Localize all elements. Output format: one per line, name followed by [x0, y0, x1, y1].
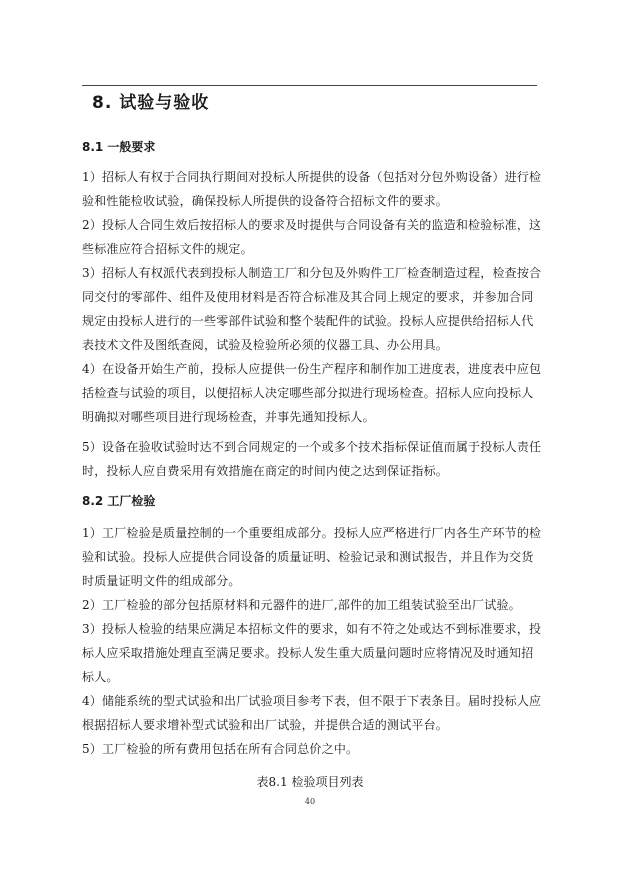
subsection-heading-8-2: 8.2 工厂检验 [82, 494, 156, 508]
paragraph-8-2-1: 1）工厂检验是质量控制的一个重要组成部分。投标人应严格进行厂内各生产环节的检验和试验。投标人应提供合同设备的质量证明、检验记录和测试报告，并且作为交货时质量证明文件的组成部分。 [82, 526, 542, 588]
paragraph-8-2-3: 3）投标人检验的结果应满足本招标文件的要求，如有不符之处或达不到标准要求，投标人应采取措施处理直至满足要求。投标人发生重大质量问题时应将情况及时通知招标人。 [82, 622, 542, 684]
paragraph-8-2-2: 2）工厂检验的部分包括原材料和元器件的进厂,部件的加工组装试验至出厂试验。 [82, 598, 521, 612]
paragraph-8-1-5: 5）设备在验收试验时达不到合同规定的一个或多个技术指标保证值而属于投标人责任时，投标人应自费采用有效措施在商定的时间内使之达到保证指标。 [82, 440, 542, 478]
paragraph-8-1-4: 4）在设备开始生产前，投标人应提供一份生产程序和制作加工进度表，进度表中应包括检查与试验的项目，以便招标人决定哪些部分拟进行现场检查。招标人应向投标人明确拟对哪些项目进行现场检查，并事先通知投标人。 [82, 362, 542, 424]
table-caption: 表8.1 检验项目列表 [256, 775, 364, 789]
subsection-heading-8-1: 8.1 一般要求 [82, 140, 156, 154]
section-heading: 8. 试验与验收 [92, 93, 210, 113]
paragraph-8-2-5: 5）工厂检验的所有费用包括在所有合同总价之中。 [82, 742, 359, 756]
paragraph-8-1-3: 3）招标人有权派代表到投标人制造工厂和分包及外购件工厂检查制造过程，检查按合同交付的零部件、组件及使用材料是否符合标准及其合同上规定的要求，并参加合同规定由投标人进行的一些零部件试验和整个装配件的试验。投标人应提供给招标人代表技术文件及图纸查阅，试验及检验所必须的仪器工具、办公用具。 [82, 266, 542, 352]
page-number: 40 [304, 797, 316, 806]
paragraph-8-1-2: 2）投标人合同生效后按招标人的要求及时提供与合同设备有关的监造和检验标准，这些标准应符合招标文件的规定。 [82, 218, 542, 256]
paragraph-8-2-4: 4）储能系统的型式试验和出厂试验项目参考下表，但不限于下表条目。届时投标人应根据招标人要求增补型式试验和出厂试验，并提供合适的测试平台。 [82, 694, 542, 732]
paragraph-8-1-1: 1）招标人有权于合同执行期间对投标人所提供的设备（包括对分包外购设备）进行检验和性能检收试验，确保投标人所提供的设备符合招标文件的要求。 [82, 170, 542, 208]
header-rule [82, 85, 537, 86]
